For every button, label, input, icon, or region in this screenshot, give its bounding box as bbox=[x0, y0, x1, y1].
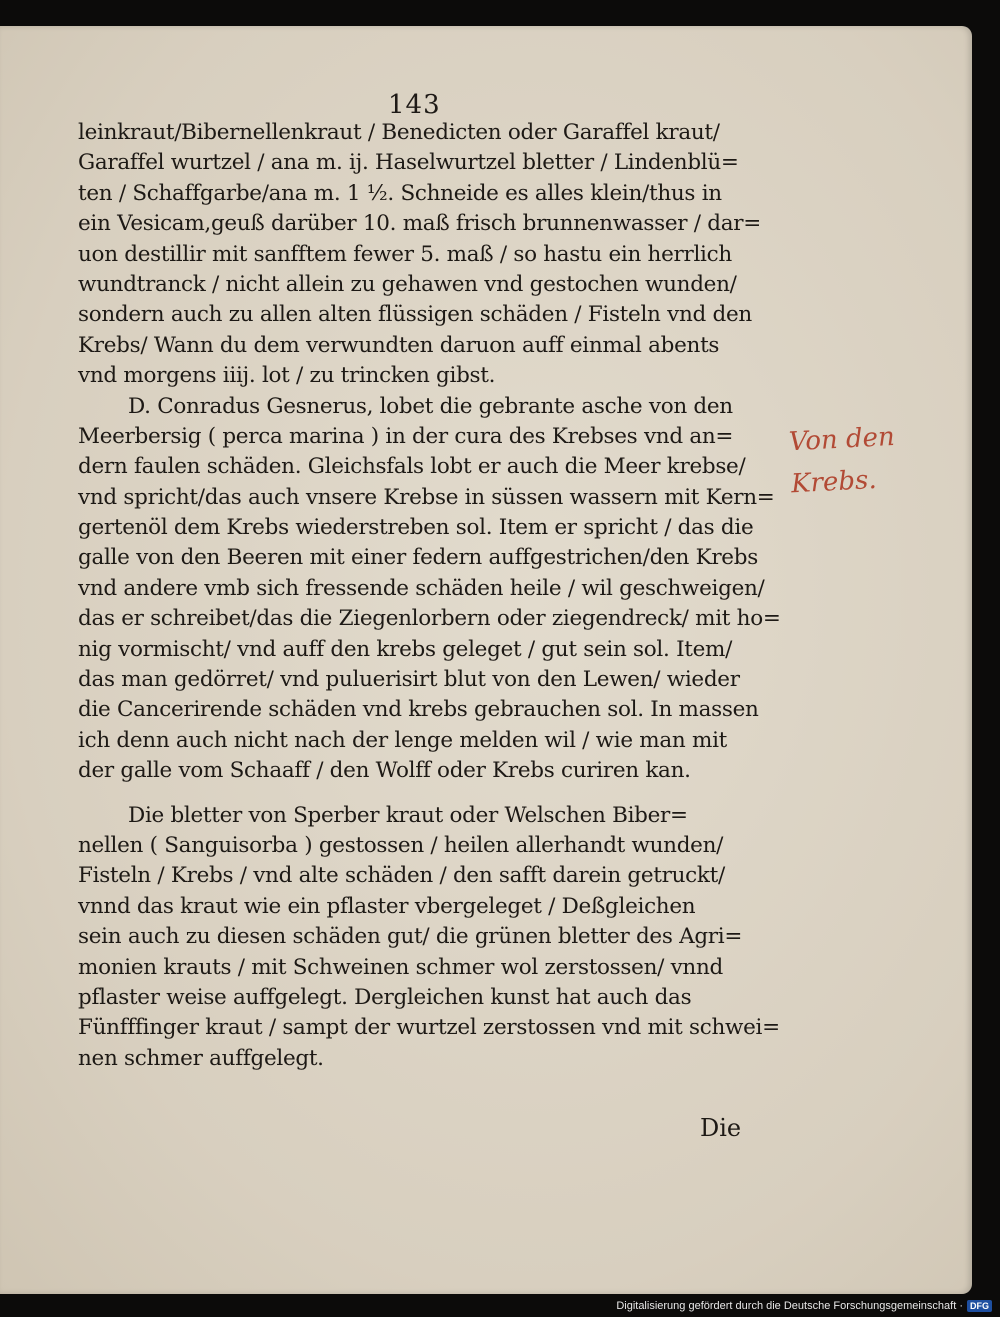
text-line: gertenöl dem Krebs wiederstreben sol. Item er spricht / das die bbox=[78, 515, 754, 541]
text-line: vnd morgens iiij. lot / zu trincken gibst. bbox=[78, 363, 496, 389]
text-line: vnnd das kraut wie ein pflaster vbergeleget / Deßgleichen bbox=[78, 893, 696, 919]
text-line: galle von den Beeren mit einer federn auffgestrichen/den Krebs bbox=[78, 545, 758, 571]
text-line: die Cancerirende schäden vnd krebs gebrauchen sol. In massen bbox=[78, 697, 759, 723]
text-line: sein auch zu diesen schäden gut/ die grünen bletter des Agri= bbox=[78, 924, 743, 950]
handwritten-margin-note bbox=[788, 415, 922, 506]
text-line: dern faulen schäden. Gleichsfals lobt er auch die Meer krebse/ bbox=[78, 454, 746, 480]
text-line: D. Conradus Gesnerus, lobet die gebrante asche von den bbox=[128, 393, 733, 419]
book-page bbox=[0, 26, 972, 1294]
page-number: 143 bbox=[388, 90, 441, 120]
text-line: Garaffel wurtzel / ana m. ij. Haselwurtzel bletter / Lindenblü= bbox=[78, 150, 739, 176]
margin-note-line: Krebs. bbox=[790, 464, 878, 500]
paragraph-3 bbox=[78, 801, 780, 1075]
text-line: ten / Schaffgarbe/ana m. 1 ½. Schneide es alles klein/thus in bbox=[78, 180, 722, 206]
text-line: Die bletter von Sperber kraut oder Welschen Biber= bbox=[128, 802, 688, 828]
paragraph-2 bbox=[78, 392, 781, 787]
text-line: leinkraut/Bibernellenkraut / Benedicten oder Garaffel kraut/ bbox=[78, 120, 720, 145]
text-line: nig vormischt/ vnd auff den krebs geleget / gut sein sol. Item/ bbox=[78, 636, 733, 662]
text-line: vnd andere vmb sich fressende schäden heile / wil geschweigen/ bbox=[78, 575, 765, 601]
text-line: ein Vesicam,geuß darüber 10. maß frisch brunnenwasser / dar= bbox=[78, 211, 761, 237]
text-line: sondern auch zu allen alten flüssigen schäden / Fisteln vnd den bbox=[78, 302, 752, 328]
text-line: Meerbersig ( perca marina ) in der cura des Krebses vnd an= bbox=[78, 423, 734, 449]
text-line: monien krauts / mit Schweinen schmer wol zerstossen/ vnnd bbox=[78, 954, 723, 980]
text-line: uon destillir mit sanfftem fewer 5. maß / so hastu ein herrlich bbox=[78, 241, 732, 267]
text-line: der galle vom Schaaff / den Wolff oder Krebs curiren kan. bbox=[78, 758, 691, 784]
text-line: nellen ( Sanguisorba ) gestossen / heilen allerhandt wunden/ bbox=[78, 832, 724, 858]
text-line: nen schmer auffgelegt. bbox=[78, 1045, 324, 1071]
body-text bbox=[78, 118, 781, 1074]
catchword: Die bbox=[700, 1114, 742, 1142]
text-line: Krebs/ Wann du dem verwundten daruon auff einmal abents bbox=[78, 332, 720, 358]
text-line: das man gedörret/ vnd puluerisirt blut von den Lewen/ wieder bbox=[78, 667, 740, 693]
text-line: pflaster weise auffgelegt. Dergleichen kunst hat auch das bbox=[78, 984, 692, 1010]
margin-note-line: Von den bbox=[788, 421, 896, 458]
dfg-logo-icon: DFG bbox=[967, 1300, 992, 1312]
text-line: das er schreibet/das die Ziegenlorbern oder ziegendreck/ mit ho= bbox=[78, 606, 781, 632]
footer-credit bbox=[616, 1300, 992, 1312]
text-line: wundtranck / nicht allein zu gehawen vnd gestochen wunden/ bbox=[78, 271, 737, 297]
text-line: Fünfffinger kraut / sampt der wurtzel zerstossen vnd mit schwei= bbox=[78, 1015, 780, 1041]
text-line: vnd spricht/das auch vnsere Krebse in süssen wassern mit Kern= bbox=[78, 484, 775, 510]
text-line: Fisteln / Krebs / vnd alte schäden / den safft darein getruckt/ bbox=[78, 863, 725, 889]
paragraph-1 bbox=[78, 118, 768, 392]
footer-text: Digitalisierung gefördert durch die Deutsche Forschungsgemeinschaft · bbox=[616, 1300, 963, 1312]
text-line: ich denn auch nicht nach der lenge melden wil / wie man mit bbox=[78, 727, 727, 753]
